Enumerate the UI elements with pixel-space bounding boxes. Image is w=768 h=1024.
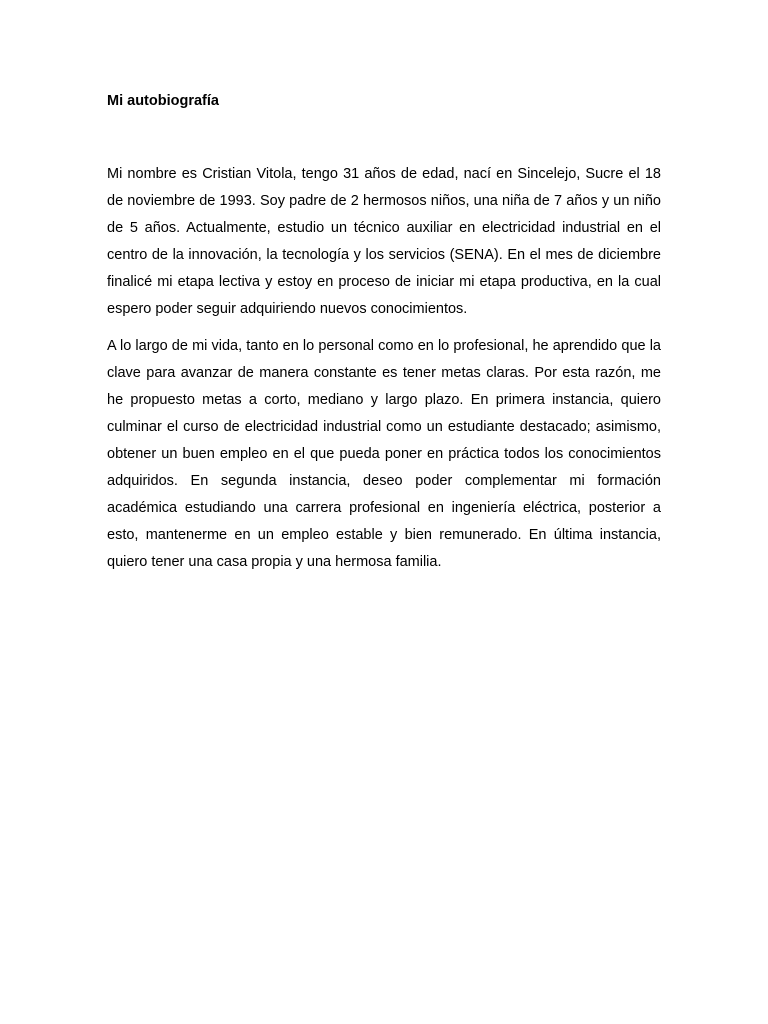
- document-body: [107, 161, 661, 587]
- paragraph-intro: Mi nombre es Cristian Vitola, tengo 31 años de edad, nací en Sincelejo, Sucre el 18 de noviembre de 1993. Soy padre de 2 hermosos niños, una niña de 7 años y un niño de 5 años. Actualmente, estudio un técnico auxiliar en electricidad industrial en el centro de la innovación, la tecnología y los servicios (SENA). En el mes de diciembre finalicé mi etapa lectiva y estoy en proceso de iniciar mi etapa productiva, en la cual espero poder seguir adquiriendo nuevos conocimientos.: [107, 166, 661, 317]
- paragraph-goals: A lo largo de mi vida, tanto en lo personal como en lo profesional, he aprendido que la clave para avanzar de manera constante es tener metas claras. Por esta razón, me he propuesto metas a corto, mediano y largo plazo. En primera instancia, quiero culminar el curso de electricidad industrial como un estudiante destacado; asimismo, obtener un buen empleo en el que pueda poner en práctica todos los conocimientos adquiridos. En segunda instancia, deseo poder complementar mi formación académica estudiando una carrera profesional en ingeniería eléctrica, posterior a esto, mantenerme en un empleo estable y bien remunerado. En última instancia, quiero tener una casa propia y una hermosa familia.: [107, 338, 661, 570]
- document-title: Mi autobiografía: [107, 93, 219, 109]
